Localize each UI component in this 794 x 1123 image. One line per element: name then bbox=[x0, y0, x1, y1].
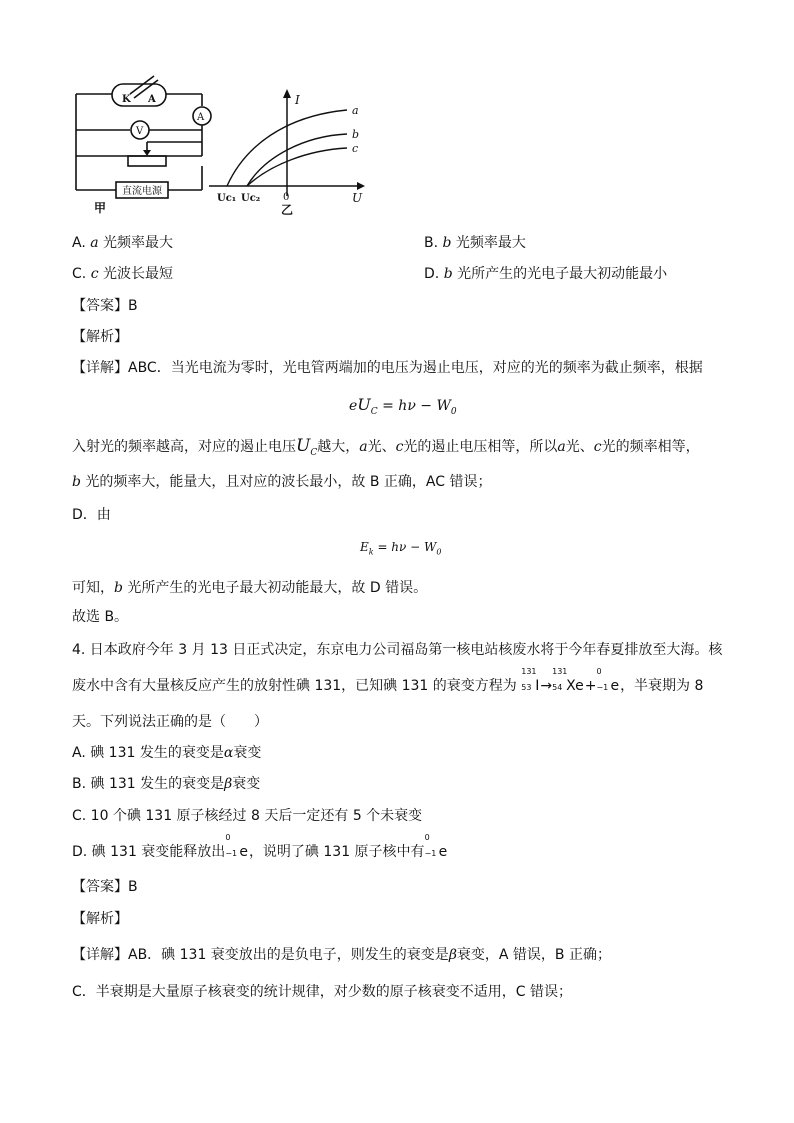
answer-tag: 【答案】 bbox=[72, 879, 128, 895]
option-text: 光频率最大 bbox=[98, 235, 174, 251]
q3-para-5 bbox=[72, 578, 427, 598]
text: 光的频率大，能量大，且对应的波长最小，故 B 正确，AC 错误； bbox=[85, 474, 492, 490]
nuclide-i131 bbox=[521, 667, 540, 696]
nuclide-xe131 bbox=[552, 667, 584, 696]
reaction-arrow: → bbox=[540, 678, 553, 694]
text: D. 碘 131 衰变能释放出 bbox=[72, 844, 226, 860]
electron-symbol bbox=[225, 833, 248, 862]
text: ，半衰期为 8 bbox=[620, 678, 704, 694]
voltmeter-label: V bbox=[136, 126, 144, 137]
q4-stem-2 bbox=[72, 667, 704, 696]
q4-answer bbox=[72, 877, 138, 897]
atomic-number: 54 bbox=[552, 683, 563, 692]
option-text: 光波长最短 bbox=[98, 266, 173, 282]
q3-para-2 bbox=[72, 436, 700, 463]
text: 光的遏止电压相等，所以 bbox=[403, 439, 558, 455]
origin-label: 0 bbox=[283, 192, 290, 203]
power-supply-label: 直流电源 bbox=[122, 186, 162, 197]
particle-symbol: e bbox=[239, 844, 248, 860]
var-a: a bbox=[557, 439, 566, 455]
text: 越大， bbox=[317, 439, 360, 455]
option-letter: C. bbox=[72, 266, 91, 282]
detail-tag: 【详解】 bbox=[72, 947, 128, 963]
option-var: c bbox=[90, 266, 99, 282]
q4-option-b[interactable] bbox=[72, 774, 260, 794]
q3-answer bbox=[72, 296, 138, 316]
x-axis-label: U bbox=[352, 191, 363, 205]
formula-2: $E_k = h\nu - W_0$ bbox=[360, 540, 442, 557]
circuit-diagram bbox=[68, 72, 218, 222]
option-text: 光所产生的光电子最大初动能最小 bbox=[452, 266, 668, 282]
element-symbol: I bbox=[535, 678, 540, 694]
option-var: a bbox=[90, 235, 99, 251]
mass-number: 0 bbox=[596, 667, 602, 676]
graph-caption: 乙 bbox=[281, 203, 294, 217]
uc1-label: Uc₁ bbox=[217, 193, 237, 204]
charge-number: −1 bbox=[424, 849, 437, 858]
var-b: b bbox=[114, 580, 123, 596]
option-letter: D. bbox=[424, 266, 444, 282]
uc-subscript: C bbox=[310, 447, 318, 458]
tube-label-k: K bbox=[122, 94, 131, 105]
q4-stem-3: 天。下列说法正确的是（ ） bbox=[72, 714, 268, 730]
var-b: b bbox=[72, 474, 81, 490]
option-letter: B. bbox=[424, 235, 443, 251]
option-letter: A. bbox=[72, 235, 91, 251]
uc2-label: Uc₂ bbox=[241, 193, 261, 204]
beta-symbol: β bbox=[224, 776, 233, 792]
beta-symbol: β bbox=[448, 947, 457, 963]
q3-option-d[interactable] bbox=[424, 264, 667, 284]
electron-symbol bbox=[424, 833, 448, 862]
uc-symbol: U bbox=[296, 436, 311, 456]
q3-para-4: D．由 bbox=[72, 507, 111, 523]
text: 光所产生的光电子最大初动能最大，故 D 错误。 bbox=[127, 580, 428, 596]
q4-detail-2: C．半衰期是大量原子核衰变的统计规律，对少数的原子核衰变不适用，C 错误； bbox=[72, 984, 572, 1000]
curve-c-label: c bbox=[352, 142, 359, 155]
text: 废水中含有大量核反应产生的放射性碘 131，已知碘 131 的衰变方程为 bbox=[72, 678, 517, 694]
atomic-number: 53 bbox=[521, 683, 532, 692]
particle-symbol: e bbox=[610, 678, 620, 694]
detail-tag: 【详解】 bbox=[72, 360, 128, 376]
circuit-caption: 甲 bbox=[94, 201, 107, 215]
text: 衰变，A 错误，B 正确； bbox=[456, 947, 611, 963]
option-var: b bbox=[443, 266, 453, 282]
q4-stem-1: 4. 日本政府今年 3 月 13 日正式决定，东京电力公司福岛第一核电站核废水将于今年春夏排放至大海。核 bbox=[72, 642, 723, 658]
q3-option-b[interactable] bbox=[424, 233, 526, 253]
option-text: 光频率最大 bbox=[451, 235, 526, 251]
q4-option-a[interactable] bbox=[72, 743, 261, 763]
charge-number: −1 bbox=[225, 849, 238, 858]
tube-label-a: A bbox=[148, 94, 156, 105]
q3-detail-1 bbox=[72, 358, 703, 378]
answer-value: B bbox=[128, 298, 138, 314]
plus-sign: + bbox=[584, 678, 597, 694]
q4-analysis-tag: 【解析】 bbox=[72, 911, 128, 927]
text: 衰变 bbox=[232, 776, 261, 792]
q4-option-d[interactable] bbox=[72, 833, 448, 862]
q3-option-c[interactable] bbox=[72, 264, 173, 284]
particle-symbol: e bbox=[438, 844, 448, 860]
q3-para-3 bbox=[72, 472, 491, 492]
q3-para-6: 故选 B。 bbox=[72, 609, 129, 625]
option-var: b bbox=[442, 235, 452, 251]
y-axis-label: I bbox=[295, 93, 300, 107]
text: AB．碘 131 衰变放出的是负电子，则发生的衰变是 bbox=[128, 947, 449, 963]
q4-option-c[interactable]: C. 10 个碘 131 原子核经过 8 天后一定还有 5 个未衰变 bbox=[72, 808, 423, 824]
text: 入射光的频率越高，对应的遏止电压 bbox=[72, 439, 296, 455]
text: 光、 bbox=[367, 439, 396, 455]
text: 光、 bbox=[565, 439, 594, 455]
text: B. 碘 131 发生的衰变是 bbox=[72, 776, 225, 792]
var-c: c bbox=[395, 439, 404, 455]
q3-analysis-tag: 【解析】 bbox=[72, 329, 128, 345]
text: A. 碘 131 发生的衰变是 bbox=[72, 745, 224, 761]
q3-option-a[interactable] bbox=[72, 233, 173, 253]
text: ，说明了碘 131 原子核中有 bbox=[248, 844, 425, 860]
text: 可知， bbox=[72, 580, 114, 596]
answer-value: B bbox=[128, 879, 138, 895]
charge-number: −1 bbox=[596, 683, 609, 692]
element-symbol: Xe bbox=[566, 678, 584, 694]
iu-graph bbox=[205, 86, 370, 218]
alpha-symbol: α bbox=[223, 745, 234, 761]
var-a: a bbox=[359, 439, 368, 455]
q4-detail-1 bbox=[72, 945, 611, 965]
formula-1: $eU_C = h\nu - W_0$ bbox=[349, 395, 457, 417]
mass-number: 0 bbox=[225, 833, 231, 842]
detail-text: ABC．当光电流为零时，光电管两端加的电压为遏止电压，对应的光的频率为截止频率，根据 bbox=[128, 360, 703, 376]
mass-number: 131 bbox=[552, 667, 568, 676]
var-c: c bbox=[593, 439, 602, 455]
answer-tag: 【答案】 bbox=[72, 298, 128, 314]
curve-a-label: a bbox=[352, 104, 359, 117]
mass-number: 131 bbox=[521, 667, 537, 676]
mass-number: 0 bbox=[424, 833, 430, 842]
ammeter-label: A bbox=[197, 112, 205, 123]
curve-b-label: b bbox=[352, 128, 360, 141]
electron-symbol bbox=[596, 667, 620, 696]
text: 衰变 bbox=[233, 745, 262, 761]
text: 光的频率相等， bbox=[601, 439, 700, 455]
